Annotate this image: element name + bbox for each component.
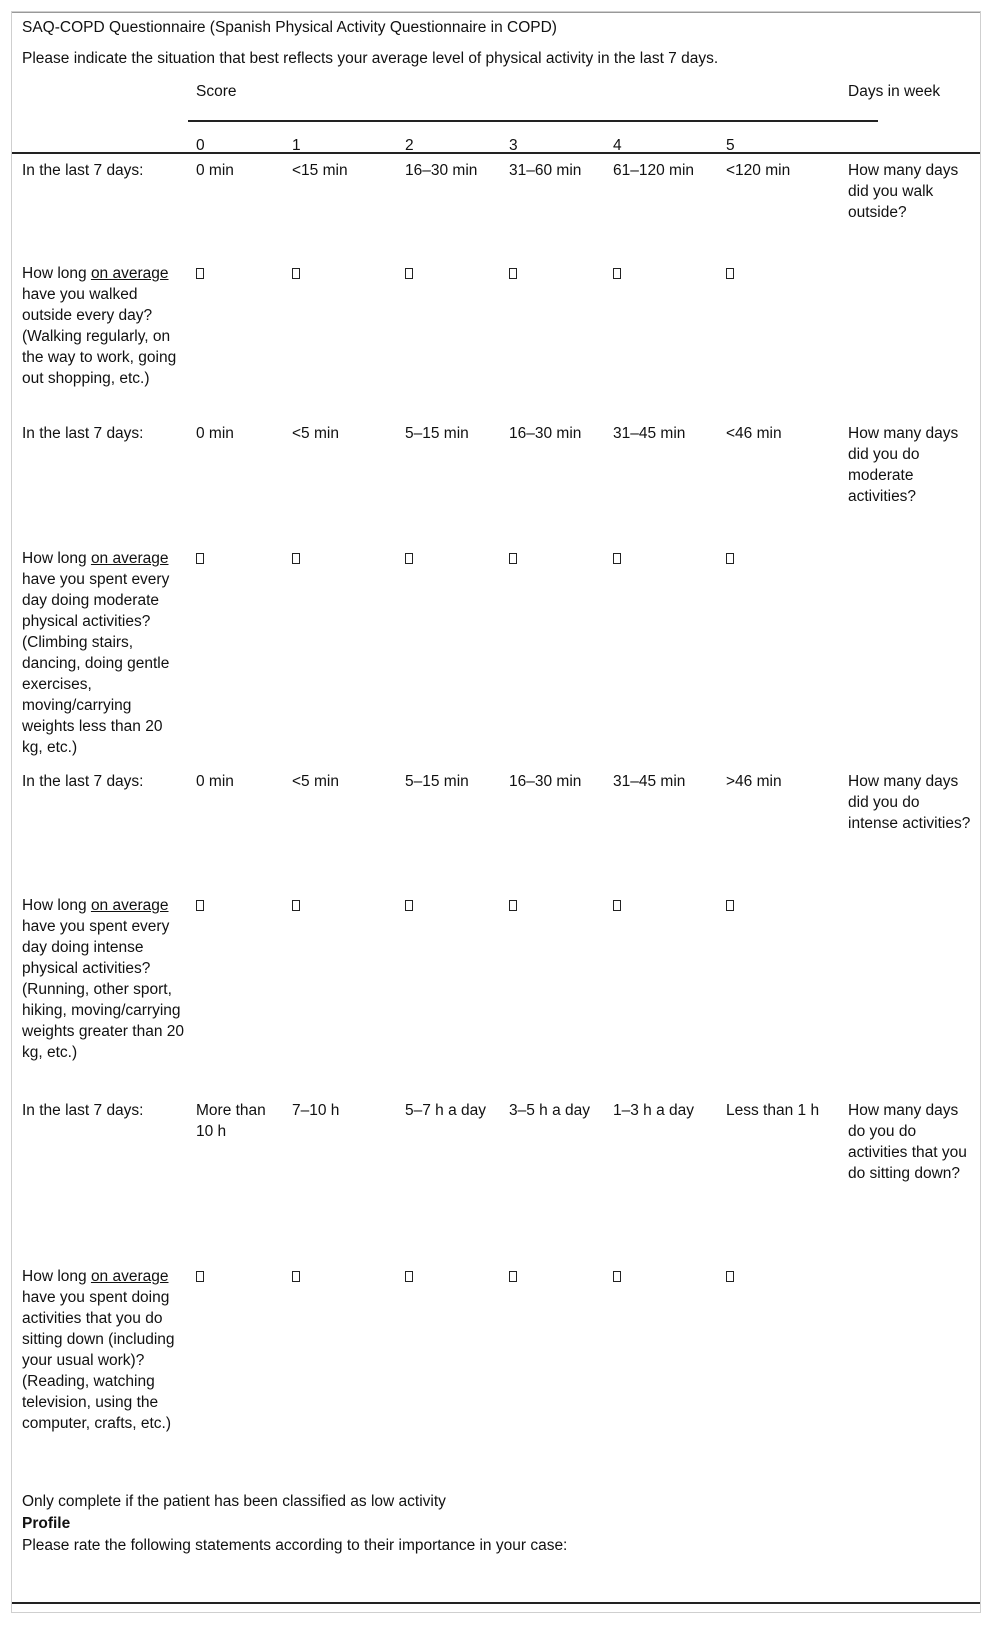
option-label: 31–45 min — [613, 773, 686, 790]
answer-checkbox[interactable] — [726, 1271, 734, 1282]
question-lead: How long — [22, 1268, 91, 1285]
option-label: 3–5 h a day — [509, 1102, 591, 1119]
score-label: Score — [196, 83, 237, 100]
question-emphasis: on average — [90, 1268, 169, 1285]
period-label: In the last 7 days: — [22, 1102, 144, 1119]
answer-checkbox[interactable] — [509, 553, 517, 564]
answer-checkbox[interactable] — [292, 1271, 300, 1282]
answer-checkbox[interactable] — [726, 553, 734, 564]
answer-checkbox[interactable] — [405, 553, 413, 564]
option-label: <46 min — [726, 425, 782, 442]
question-text — [12, 1266, 186, 1491]
question-lead: How long — [22, 265, 91, 282]
answer-checkbox[interactable] — [405, 268, 413, 279]
question-emphasis: on average — [90, 265, 169, 282]
answer-checkbox[interactable] — [405, 1271, 413, 1282]
answer-checkbox[interactable] — [196, 900, 204, 911]
option-label: 1–3 h a day — [613, 1102, 695, 1119]
question-text — [12, 548, 186, 771]
option-label: >46 min — [726, 773, 782, 790]
period-label: In the last 7 days: — [22, 162, 144, 179]
period-label: In the last 7 days: — [22, 773, 144, 790]
question-rest: have you spent every day doing moderate physical activities? (Climbing stairs, dancing, doing gentle exercises, moving/carrying weights less than 20 kg, etc.) — [22, 571, 170, 756]
option-label: 16–30 min — [509, 425, 582, 442]
answer-checkbox[interactable] — [613, 900, 621, 911]
question-text — [12, 263, 186, 423]
option-label: <120 min — [726, 162, 791, 179]
option-label: 31–45 min — [613, 425, 686, 442]
period-label: In the last 7 days: — [22, 425, 144, 442]
option-label: 5–15 min — [405, 425, 469, 442]
option-label: 16–30 min — [509, 773, 582, 790]
option-label: 0 min — [196, 162, 234, 179]
answer-checkbox[interactable] — [613, 268, 621, 279]
question-emphasis: on average — [90, 897, 169, 914]
question-lead: How long — [22, 897, 91, 914]
answer-checkbox[interactable] — [509, 900, 517, 911]
option-label: 16–30 min — [405, 162, 478, 179]
table — [12, 12, 980, 1557]
score-0: 0 — [196, 137, 205, 154]
question-emphasis: on average — [90, 550, 169, 567]
option-label: 7–10 h — [292, 1102, 340, 1119]
option-label: <5 min — [292, 425, 339, 442]
question-rest: have you walked outside every day? (Walking regularly, on the way to work, going out shopping, etc.) — [22, 286, 177, 387]
score-2: 2 — [405, 137, 414, 154]
answer-checkbox[interactable] — [726, 268, 734, 279]
answer-checkbox[interactable] — [509, 268, 517, 279]
table-instruction: Please indicate the situation that best reflects your average level of physical activity in the last 7 days. — [22, 50, 719, 67]
score-3: 3 — [509, 137, 518, 154]
question-lead: How long — [22, 550, 91, 567]
option-label: <15 min — [292, 162, 348, 179]
option-label: 5–15 min — [405, 773, 469, 790]
option-label: More than 10 h — [196, 1102, 266, 1140]
table-title: SAQ-COPD Questionnaire (Spanish Physical Activity Questionnaire in COPD) — [22, 19, 557, 36]
option-label: 61–120 min — [613, 162, 695, 179]
option-label: 0 min — [196, 425, 234, 442]
options-row — [12, 1100, 980, 1266]
answer-checkbox[interactable] — [509, 1271, 517, 1282]
question-rest: have you spent doing activities that you do sitting down (including your usual work)? (Reading, watching television, using the computer, crafts, etc.) — [22, 1289, 175, 1432]
options-row — [12, 771, 980, 895]
question-row — [12, 1266, 980, 1491]
answer-checkbox[interactable] — [405, 900, 413, 911]
bottom-rule — [12, 1602, 980, 1604]
option-label: 31–60 min — [509, 162, 582, 179]
score-5: 5 — [726, 137, 735, 154]
answer-checkbox[interactable] — [196, 1271, 204, 1282]
answer-checkbox[interactable] — [292, 268, 300, 279]
options-row — [12, 423, 980, 548]
answer-checkbox[interactable] — [726, 900, 734, 911]
score-4: 4 — [613, 137, 622, 154]
question-text — [12, 895, 186, 1100]
profile-heading: Profile — [22, 1515, 71, 1532]
questionnaire-table — [11, 11, 981, 1613]
option-label: 0 min — [196, 773, 234, 790]
answer-checkbox[interactable] — [196, 268, 204, 279]
score-1: 1 — [292, 137, 301, 154]
answer-checkbox[interactable] — [613, 1271, 621, 1282]
question-row — [12, 548, 980, 771]
days-question: How many days do you do activities that you do sitting down? — [848, 1102, 967, 1182]
answer-checkbox[interactable] — [292, 900, 300, 911]
question-row — [12, 263, 980, 423]
answer-checkbox[interactable] — [613, 553, 621, 564]
question-row — [12, 895, 980, 1100]
days-question: How many days did you walk outside? — [848, 162, 959, 221]
options-row — [12, 159, 980, 263]
question-rest: have you spent every day doing intense physical activities? (Running, other sport, hiking, moving/carrying weights greater than 20 kg, etc.) — [22, 918, 184, 1061]
answer-checkbox[interactable] — [292, 553, 300, 564]
days-question: How many days did you do moderate activities? — [848, 425, 959, 505]
days-label: Days in week — [848, 83, 941, 100]
option-label: Less than 1 h — [726, 1102, 820, 1119]
footer-note: Only complete if the patient has been classified as low activity — [22, 1493, 446, 1510]
answer-checkbox[interactable] — [196, 553, 204, 564]
option-label: 5–7 h a day — [405, 1102, 487, 1119]
option-label: <5 min — [292, 773, 339, 790]
rating-instruction: Please rate the following statements according to their importance in your case: — [22, 1537, 568, 1554]
days-question: How many days did you do intense activities? — [848, 773, 971, 832]
